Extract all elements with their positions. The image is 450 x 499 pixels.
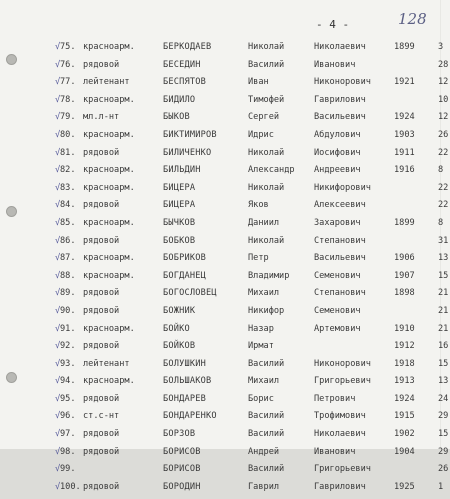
entry-first-name: Назар (248, 323, 274, 334)
entry-birth-year: 1902 (394, 429, 415, 440)
entry-reference: 16 (438, 341, 449, 352)
entry-surname: БОРЗОВ (163, 429, 196, 440)
list-item (0, 183, 450, 201)
entry-surname: БОЙКОВ (163, 341, 196, 352)
entry-surname: БИЦЕРА (163, 182, 196, 193)
check-mark-icon: √ (55, 235, 61, 246)
entry-reference: 26 (438, 129, 449, 140)
entry-reference: 15 (438, 270, 449, 281)
entry-reference: 3 (438, 42, 444, 52)
entry-patronymic: Гаврилович (314, 94, 366, 105)
check-mark-icon: √ (55, 94, 61, 105)
entry-reference: 13 (438, 376, 449, 387)
check-mark-icon: √ (55, 200, 61, 211)
entry-patronymic: Трофимович (314, 411, 366, 422)
entry-surname: БОНДАРЕНКО (163, 411, 217, 422)
check-mark-icon: √ (55, 182, 61, 193)
page-number: - 4 - (316, 18, 350, 31)
entry-rank: красноарм. (83, 165, 135, 176)
entry-rank: рядовой (83, 59, 120, 70)
entry-patronymic: Никонорович (314, 358, 371, 369)
check-mark-icon: √ (55, 323, 61, 334)
list-item (0, 218, 450, 236)
entry-patronymic: Андреевич (314, 165, 361, 176)
entry-number: 97. (60, 429, 76, 440)
entry-birth-year: 1898 (394, 288, 415, 299)
entry-number: 87. (60, 253, 76, 264)
entry-rank: красноарм. (83, 129, 135, 140)
list-item (0, 148, 450, 166)
entry-first-name: Михаил (248, 288, 280, 299)
entry-reference: 1 (438, 481, 444, 492)
entry-birth-year: 1904 (394, 446, 415, 457)
entry-birth-year: 1910 (394, 323, 415, 334)
entry-surname: БИЛИЧЕНКО (163, 147, 212, 158)
list-item (0, 482, 450, 499)
entry-rank: рядовой (83, 235, 120, 246)
entry-rank: рядовой (83, 288, 120, 299)
entry-surname: БОРОДИН (163, 481, 201, 492)
entry-patronymic: Захарович (314, 217, 361, 228)
list-item (0, 112, 450, 130)
entry-birth-year: 1915 (394, 411, 415, 422)
entry-surname: БОЖНИК (163, 305, 196, 316)
entry-surname: БИДИЛО (163, 94, 196, 105)
entry-first-name: Даниил (248, 217, 280, 228)
entry-rank: рядовой (83, 446, 120, 457)
entry-number: 90. (60, 305, 76, 316)
check-mark-icon: √ (55, 253, 61, 264)
entry-number: 95. (60, 393, 76, 404)
entry-rank: рядовой (83, 429, 120, 440)
list-item (0, 95, 450, 113)
entry-reference: 28 (438, 59, 449, 70)
check-mark-icon: √ (55, 464, 61, 475)
entry-reference: 21 (438, 305, 449, 316)
entry-reference: 8 (438, 217, 444, 228)
entry-patronymic: Абдулович (314, 129, 361, 140)
entry-reference: 10 (438, 94, 449, 105)
entry-rank: красноарм. (83, 270, 135, 281)
entry-patronymic: Петрович (314, 393, 356, 404)
entry-patronymic: Григорьевич (314, 464, 371, 475)
entry-number: 93. (60, 358, 76, 369)
check-mark-icon: √ (55, 112, 61, 123)
check-mark-icon: √ (55, 288, 61, 299)
entry-first-name: Борис (248, 393, 274, 404)
entry-surname: БОБКОВ (163, 235, 196, 246)
entry-surname: БОБРИКОВ (163, 253, 206, 264)
entry-birth-year: 1906 (394, 253, 415, 264)
entry-number: 92. (60, 341, 76, 352)
check-mark-icon: √ (55, 165, 61, 176)
entry-first-name: Гаврил (248, 481, 280, 492)
check-mark-icon: √ (55, 217, 61, 228)
entry-surname: БОЙКО (163, 323, 190, 334)
entry-patronymic: Иванович (314, 59, 356, 70)
entry-first-name: Петр (248, 253, 269, 264)
list-item (0, 394, 450, 412)
entry-birth-year: 1903 (394, 129, 415, 140)
list-item (0, 341, 450, 359)
check-mark-icon: √ (55, 411, 61, 422)
entry-reference: 8 (438, 165, 444, 176)
entry-surname: БИЦЕРА (163, 200, 196, 211)
list-item (0, 411, 450, 429)
check-mark-icon: √ (55, 147, 61, 158)
entry-rank: мл.л-нт (83, 112, 120, 123)
entry-first-name: Сергей (248, 112, 280, 123)
list-item (0, 60, 450, 78)
entry-reference: 31 (438, 235, 449, 246)
entry-first-name: Василий (248, 464, 285, 475)
check-mark-icon: √ (55, 358, 61, 369)
entry-patronymic: Степанович (314, 288, 366, 299)
list-item (0, 165, 450, 183)
entry-first-name: Тимофей (248, 94, 285, 105)
entry-birth-year: 1924 (394, 112, 415, 123)
entry-surname: БОНДАРЕВ (163, 393, 206, 404)
entry-first-name: Ирмат (248, 341, 274, 352)
list-item (0, 77, 450, 95)
entry-birth-year: 1918 (394, 358, 415, 369)
entry-number: 86. (60, 235, 76, 246)
entry-number: 84. (60, 200, 76, 211)
entry-rank: красноарм. (83, 94, 135, 105)
entry-reference: 12 (438, 112, 449, 123)
entry-surname: БЕСПЯТОВ (163, 77, 206, 88)
entry-surname: БЫКОВ (163, 112, 190, 123)
entry-number: 100. (60, 481, 81, 492)
entry-rank: рядовой (83, 481, 120, 492)
entry-birth-year: 1899 (394, 217, 415, 228)
check-mark-icon: √ (55, 59, 61, 70)
list-item (0, 130, 450, 148)
entry-first-name: Александр (248, 165, 295, 176)
entry-surname: БОЛЬШАКОВ (163, 376, 212, 387)
entry-birth-year: 1899 (394, 42, 415, 52)
list-item (0, 271, 450, 289)
entry-first-name: Николай (248, 235, 285, 246)
personnel-list (0, 42, 450, 499)
check-mark-icon: √ (55, 376, 61, 387)
entry-surname: БЕСЕДИН (163, 59, 201, 70)
entry-number: 75. (60, 42, 76, 52)
list-item (0, 429, 450, 447)
list-item (0, 464, 450, 482)
entry-reference: 22 (438, 147, 449, 158)
entry-reference: 13 (438, 253, 449, 264)
entry-patronymic: Никифорович (314, 182, 371, 193)
list-item (0, 447, 450, 465)
entry-surname: БЕРКОДАЕВ (163, 42, 212, 52)
entry-rank: ст.с-нт (83, 411, 120, 422)
entry-number: 78. (60, 94, 76, 105)
check-mark-icon: √ (55, 129, 61, 140)
entry-birth-year: 1911 (394, 147, 415, 158)
entry-rank: лейтенант (83, 77, 130, 88)
entry-birth-year: 1907 (394, 270, 415, 281)
entry-number: 81. (60, 147, 76, 158)
entry-surname: БОЛУШКИН (163, 358, 206, 369)
entry-number: 80. (60, 129, 76, 140)
check-mark-icon: √ (55, 481, 61, 492)
check-mark-icon: √ (55, 305, 61, 316)
entry-number: 91. (60, 323, 76, 334)
entry-first-name: Николай (248, 42, 285, 52)
entry-patronymic: Алексеевич (314, 200, 366, 211)
check-mark-icon: √ (55, 341, 61, 352)
entry-reference: 22 (438, 200, 449, 211)
entry-patronymic: Иванович (314, 446, 356, 457)
entry-surname: БОГОСЛОВЕЦ (163, 288, 217, 299)
entry-reference: 15 (438, 358, 449, 369)
entry-patronymic: Васильевич (314, 112, 366, 123)
entry-reference: 29 (438, 411, 449, 422)
entry-patronymic: Степанович (314, 235, 366, 246)
entry-rank: красноарм. (83, 182, 135, 193)
entry-number: 98. (60, 446, 76, 457)
entry-patronymic: Николаевич (314, 429, 366, 440)
list-item (0, 236, 450, 254)
entry-reference: 26 (438, 464, 449, 475)
entry-rank: рядовой (83, 305, 120, 316)
handwritten-folio-number: 128 (398, 10, 427, 28)
list-item (0, 306, 450, 324)
entry-reference: 21 (438, 288, 449, 299)
entry-first-name: Иван (248, 77, 269, 88)
entry-rank: рядовой (83, 341, 120, 352)
entry-first-name: Идрис (248, 129, 274, 140)
entry-number: 99. (60, 464, 76, 475)
entry-rank: лейтенант (83, 358, 130, 369)
entry-number: 96. (60, 411, 76, 422)
list-item (0, 42, 450, 60)
entry-patronymic: Семенович (314, 270, 361, 281)
entry-first-name: Василий (248, 429, 285, 440)
entry-first-name: Николай (248, 147, 285, 158)
entry-surname: БОРИСОВ (163, 446, 201, 457)
entry-number: 77. (60, 77, 76, 88)
entry-patronymic: Иосифович (314, 147, 361, 158)
entry-first-name: Андрей (248, 446, 280, 457)
entry-reference: 21 (438, 323, 449, 334)
entry-patronymic: Гаврилович (314, 481, 366, 492)
entry-birth-year: 1912 (394, 341, 415, 352)
entry-rank: красноарм. (83, 217, 135, 228)
list-item (0, 324, 450, 342)
entry-patronymic: Семенович (314, 305, 361, 316)
entry-patronymic: Григорьевич (314, 376, 371, 387)
entry-rank: рядовой (83, 147, 120, 158)
entry-birth-year: 1925 (394, 481, 415, 492)
entry-first-name: Яков (248, 200, 269, 211)
list-item (0, 376, 450, 394)
list-item (0, 200, 450, 218)
list-item (0, 288, 450, 306)
entry-number: 79. (60, 112, 76, 123)
entry-number: 85. (60, 217, 76, 228)
check-mark-icon: √ (55, 429, 61, 440)
entry-first-name: Михаил (248, 376, 280, 387)
entry-first-name: Василий (248, 411, 285, 422)
entry-reference: 24 (438, 393, 449, 404)
entry-surname: БОРИСОВ (163, 464, 201, 475)
entry-first-name: Василий (248, 59, 285, 70)
entry-rank: красноарм. (83, 253, 135, 264)
entry-reference: 22 (438, 182, 449, 193)
entry-number: 82. (60, 165, 76, 176)
entry-number: 88. (60, 270, 76, 281)
check-mark-icon: √ (55, 42, 61, 52)
check-mark-icon: √ (55, 270, 61, 281)
list-item (0, 359, 450, 377)
entry-surname: БОГДАНЕЦ (163, 270, 206, 281)
entry-patronymic: Васильевич (314, 253, 366, 264)
entry-number: 89. (60, 288, 76, 299)
entry-reference: 12 (438, 77, 449, 88)
entry-birth-year: 1916 (394, 165, 415, 176)
entry-first-name: Никифор (248, 305, 285, 316)
entry-first-name: Владимир (248, 270, 290, 281)
entry-surname: БИКТИМИРОВ (163, 129, 217, 140)
entry-rank: рядовой (83, 200, 120, 211)
entry-birth-year: 1924 (394, 393, 415, 404)
entry-birth-year: 1913 (394, 376, 415, 387)
entry-rank: рядовой (83, 393, 120, 404)
entry-first-name: Василий (248, 358, 285, 369)
entry-reference: 29 (438, 446, 449, 457)
entry-rank: красноарм. (83, 323, 135, 334)
entry-number: 94. (60, 376, 76, 387)
entry-surname: БИЛЬДИН (163, 165, 201, 176)
entry-rank: красноарм. (83, 42, 135, 52)
entry-surname: БЫЧКОВ (163, 217, 196, 228)
entry-number: 76. (60, 59, 76, 70)
entry-birth-year: 1921 (394, 77, 415, 88)
entry-rank: красноарм. (83, 376, 135, 387)
entry-first-name: Николай (248, 182, 285, 193)
entry-patronymic: Николаевич (314, 42, 366, 52)
check-mark-icon: √ (55, 393, 61, 404)
entry-patronymic: Никонорович (314, 77, 371, 88)
entry-number: 83. (60, 182, 76, 193)
entry-reference: 15 (438, 429, 449, 440)
list-item (0, 253, 450, 271)
check-mark-icon: √ (55, 77, 61, 88)
check-mark-icon: √ (55, 446, 61, 457)
entry-patronymic: Артемович (314, 323, 361, 334)
